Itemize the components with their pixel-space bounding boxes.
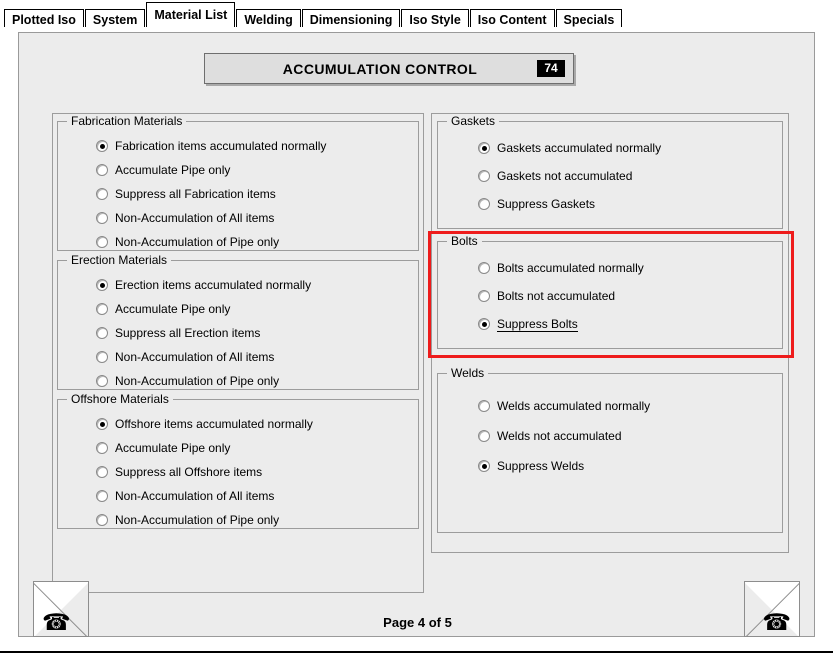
radio-label: Non-Accumulation of All items	[115, 489, 275, 503]
group-bolts-legend: Bolts	[447, 234, 482, 248]
radio-button-icon[interactable]	[478, 318, 490, 330]
tab-strip	[0, 0, 833, 28]
group-erection-materials	[57, 253, 419, 390]
radio-bolts-suppress[interactable]	[478, 316, 578, 332]
radio-button-icon[interactable]	[96, 375, 108, 387]
previous-page-button[interactable]	[33, 581, 89, 637]
radio-button-icon[interactable]	[96, 279, 108, 291]
page-frame	[0, 27, 833, 653]
radio-label: Accumulate Pipe only	[115, 441, 231, 455]
radio-erection-normal[interactable]	[96, 277, 311, 293]
radio-offshore-normal[interactable]	[96, 416, 313, 432]
radio-label: Non-Accumulation of Pipe only	[115, 374, 280, 388]
radio-button-icon[interactable]	[96, 236, 108, 248]
radio-label: Erection items accumulated normally	[115, 278, 312, 292]
radio-button-icon[interactable]	[478, 142, 490, 154]
radio-label: Bolts accumulated normally	[497, 261, 644, 275]
radio-bolts-not-accumulated[interactable]	[478, 288, 615, 304]
radio-button-icon[interactable]	[96, 327, 108, 339]
radio-welds-normal[interactable]	[478, 398, 650, 414]
radio-button-icon[interactable]	[96, 418, 108, 430]
group-offshore-legend: Offshore Materials	[67, 392, 173, 406]
radio-fabrication-non-accum-all[interactable]	[96, 210, 274, 226]
tab-list	[4, 2, 623, 27]
radio-erection-non-accum-pipe[interactable]	[96, 373, 279, 389]
radio-label: Gaskets not accumulated	[497, 169, 633, 183]
radio-label: Bolts not accumulated	[497, 289, 616, 303]
tab-system[interactable]: System	[85, 9, 145, 30]
tab-iso-style[interactable]: Iso Style	[401, 9, 468, 30]
radio-button-icon[interactable]	[96, 212, 108, 224]
radio-label: Suppress Welds	[497, 459, 585, 473]
radio-label: Welds accumulated normally	[497, 399, 651, 413]
radio-erection-suppress-all[interactable]	[96, 325, 260, 341]
radio-welds-not-accumulated[interactable]	[478, 428, 622, 444]
radio-erection-pipe-only[interactable]	[96, 301, 230, 317]
group-welds	[437, 366, 783, 533]
radio-button-icon[interactable]	[96, 514, 108, 526]
radio-bolts-normal[interactable]	[478, 260, 644, 276]
radio-button-icon[interactable]	[478, 430, 490, 442]
tab-specials[interactable]: Specials	[556, 9, 623, 30]
radio-button-icon[interactable]	[478, 460, 490, 472]
radio-label: Non-Accumulation of Pipe only	[115, 513, 280, 527]
radio-button-icon[interactable]	[478, 290, 490, 302]
radio-fabrication-non-accum-pipe[interactable]	[96, 234, 279, 250]
radio-button-icon[interactable]	[478, 198, 490, 210]
radio-button-icon[interactable]	[96, 442, 108, 454]
radio-welds-suppress[interactable]	[478, 458, 584, 474]
group-gaskets	[437, 114, 783, 229]
radio-label: Welds not accumulated	[497, 429, 622, 443]
radio-gaskets-suppress[interactable]	[478, 196, 595, 212]
radio-label: Non-Accumulation of Pipe only	[115, 235, 280, 249]
radio-label: Suppress all Fabrication items	[115, 187, 276, 201]
group-erection-legend: Erection Materials	[67, 253, 171, 267]
page-number-badge: 74	[537, 60, 565, 77]
radio-offshore-suppress-all[interactable]	[96, 464, 262, 480]
radio-button-icon[interactable]	[96, 188, 108, 200]
radio-button-icon[interactable]	[96, 140, 108, 152]
settings-panel	[18, 32, 815, 637]
tab-plotted-iso[interactable]: Plotted Iso	[4, 9, 84, 30]
radio-gaskets-normal[interactable]	[478, 140, 661, 156]
radio-offshore-non-accum-all[interactable]	[96, 488, 274, 504]
radio-label: Suppress all Erection items	[115, 326, 261, 340]
radio-button-icon[interactable]	[478, 400, 490, 412]
tab-material-list[interactable]: Material List	[146, 2, 235, 27]
radio-button-icon[interactable]	[96, 466, 108, 478]
radio-offshore-pipe-only[interactable]	[96, 440, 230, 456]
radio-button-icon[interactable]	[96, 303, 108, 315]
page-title: ACCUMULATION CONTROL	[282, 60, 478, 77]
radio-button-icon[interactable]	[96, 351, 108, 363]
radio-fabrication-pipe-only[interactable]	[96, 162, 230, 178]
group-bolts	[437, 234, 783, 349]
group-fabrication-legend: Fabrication Materials	[67, 114, 186, 128]
tab-welding[interactable]: Welding	[236, 9, 300, 30]
next-page-icon: ☎	[762, 609, 791, 635]
group-gaskets-legend: Gaskets	[447, 114, 499, 128]
radio-button-icon[interactable]	[478, 170, 490, 182]
next-page-button[interactable]	[744, 581, 800, 637]
group-fabrication-materials	[57, 114, 419, 251]
tab-iso-content[interactable]: Iso Content	[470, 9, 555, 30]
radio-button-icon[interactable]	[478, 262, 490, 274]
radio-gaskets-not-accumulated[interactable]	[478, 168, 632, 184]
radio-label: Suppress Gaskets	[497, 197, 596, 211]
page-title-bar	[204, 53, 574, 84]
previous-page-icon: ☎	[42, 609, 71, 635]
radio-label: Suppress Bolts	[497, 316, 578, 331]
group-offshore-materials	[57, 392, 419, 529]
radio-offshore-non-accum-pipe[interactable]	[96, 512, 279, 528]
radio-label: Accumulate Pipe only	[115, 163, 231, 177]
radio-label: Fabrication items accumulated normally	[115, 139, 327, 153]
radio-label: Non-Accumulation of All items	[115, 350, 275, 364]
radio-label: Suppress all Offshore items	[115, 465, 263, 479]
radio-button-icon[interactable]	[96, 164, 108, 176]
radio-button-icon[interactable]	[96, 490, 108, 502]
radio-label: Offshore items accumulated normally	[115, 417, 313, 431]
radio-label: Non-Accumulation of All items	[115, 211, 275, 225]
radio-fabrication-suppress-all[interactable]	[96, 186, 276, 202]
radio-label: Accumulate Pipe only	[115, 302, 231, 316]
page-indicator: Page 4 of 5	[383, 615, 452, 630]
radio-fabrication-normal[interactable]	[96, 138, 326, 154]
radio-erection-non-accum-all[interactable]	[96, 349, 274, 365]
radio-label: Gaskets accumulated normally	[497, 141, 662, 155]
group-welds-legend: Welds	[447, 366, 488, 380]
tab-dimensioning[interactable]: Dimensioning	[302, 9, 401, 30]
